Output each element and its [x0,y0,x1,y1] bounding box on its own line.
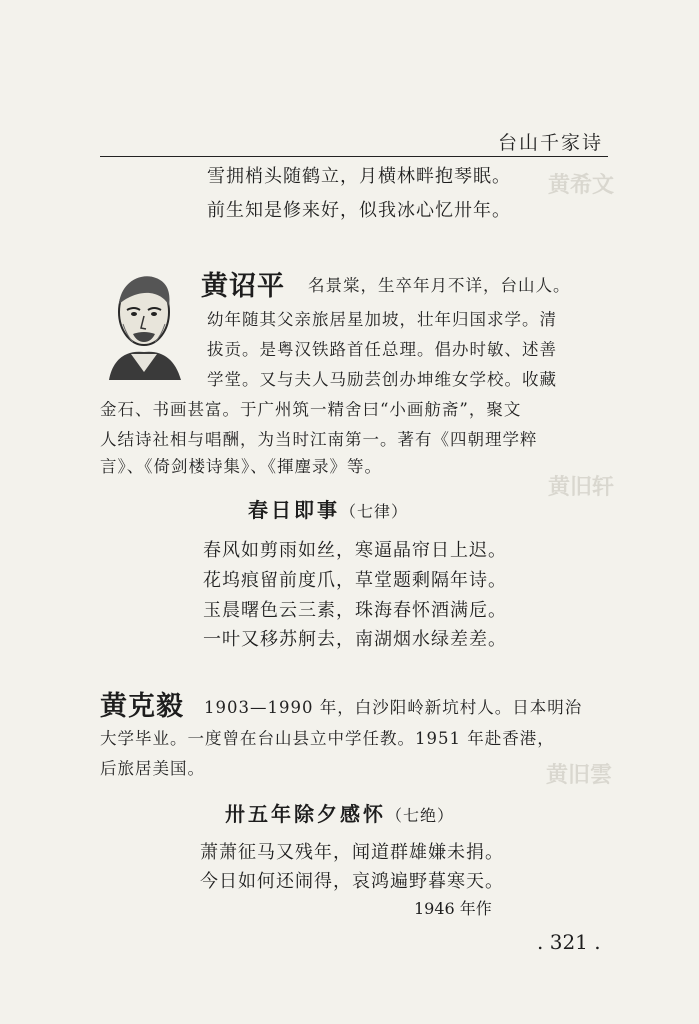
poem-line: 雪拥梢头随鹤立，月横林畔抱琴眠。 [207,166,511,187]
running-header: 台山千家诗 [497,132,603,154]
poem-form: （七律） [340,502,409,521]
poem-line: 春风如剪雨如丝，寒逼晶帘日上迟。 [203,540,507,561]
header-rule [100,156,608,157]
bleed-through-text: 黄旧雲 [546,762,613,788]
composition-date: 1946 年作 [414,899,492,918]
poem-line: 花坞痕留前度爪，草堂题剩隔年诗。 [203,570,507,591]
poem-line: 一叶又移苏舸去，南湖烟水绿差差。 [203,629,507,650]
poem-title [248,494,408,523]
poem-line: 今日如何还闹得，哀鸿遍野暮寒天。 [200,871,504,892]
bio-text: 学堂。又与夫人马励芸创办坤维女学校。收藏 [207,370,557,389]
poem-line: 前生知是修来好，似我冰心忆卅年。 [207,200,511,221]
bio-text: 1903—1990 年，白沙阳岭新坑村人。日本明治 [204,698,583,717]
person-name: 黄克毅 [100,691,184,722]
person-name: 黄诏平 [201,271,285,302]
bio-text: 言》、《倚剑楼诗集》、《揮麈录》等。 [100,457,382,476]
poem-title-text: 卅五年除夕感怀 [225,802,386,826]
bio-text: 人结诗社相与唱酬，为当时江南第一。著有《四朝理学粹 [100,430,538,449]
bio-text: 大学毕业。一度曾在台山县立中学任教。1951 年赴香港， [100,729,555,748]
bio-text: 名景棠，生卒年月不详，台山人。 [308,276,571,295]
bio-text: 幼年随其父亲旅居星加坡，壮年归国求学。清 [207,310,557,329]
bleed-through-text: 黄希文 [548,172,615,198]
poem-line: 玉晨曙色云三素，珠海春怀酒满卮。 [203,600,507,621]
bio-text: 拔贡。是粤汉铁路首任总理。倡办时敏、述善 [207,340,557,359]
portrait-image [101,262,187,380]
poem-title [225,798,454,827]
poem-line: 萧萧征马又残年，闻道群雄嫌未捐。 [200,842,504,863]
bio-text: 后旅居美国。 [100,759,205,778]
bleed-through-text: 黄旧轩 [548,474,615,500]
bio-text: 金石、书画甚富。于广州筑一精舍曰“小画舫斋”，聚文 [100,400,522,419]
page-number: . 321 . [537,930,601,954]
poem-title-text: 春日即事 [248,498,340,522]
poem-form: （七绝） [386,806,455,825]
